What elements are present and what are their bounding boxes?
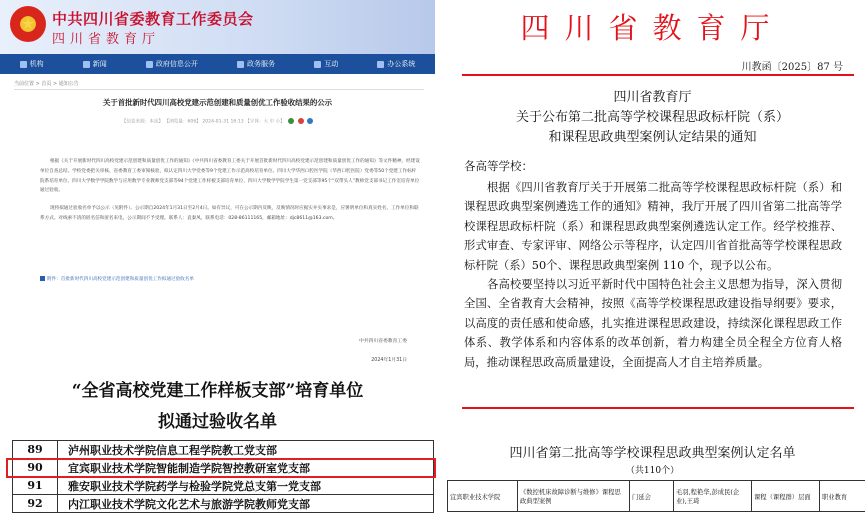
attachment-label: 附件：首批新时代四川高校党建示范创建和质量创优工作拟通过验收名单 xyxy=(47,277,195,282)
cell-members: 毛羽,程艳华,彭成民(企业),王琦 xyxy=(674,481,752,512)
document-paragraph: 根据《四川省教育厅关于开展第二批高等学校课程思政标杆院（系）和课程思政典型案例遴选工作的通知》精神，我厅开展了四川省第二批高等学校课程思政标杆院（系）和课程思政典型案例遴选认定工作。经学校推荐、形式审查、专家评审、网络公示等程序，认定四川省首批高等学校课程思政标杆院（系）50个、课程思政典型案例 110 个，现予以公布。 xyxy=(464,181,842,272)
row-number: 92 xyxy=(13,495,58,513)
cell-leader: 门延会 xyxy=(630,481,674,512)
issuer: 中共四川省委教育工委 xyxy=(359,339,407,344)
row-number: 90 xyxy=(13,459,58,477)
article-paragraph: 现将拟通过验收名单予以公示（见附件）。公示期自2024年1月31日至2月4日。如有异议，可在公示期内反映，反映情况时应据实并实事求是，应署明单位和真实姓名、工作单位和联系方式。对线索不清的匿名信和匿名来电，公示期间不予受理。联系人：袁秦凤，联系电话：028-86111165，邮箱地址：djc8611@163.com。 xyxy=(40,206,419,221)
site-name-sub[interactable]: 四川省教育厅 xyxy=(52,32,161,47)
building-icon xyxy=(20,61,27,68)
salutation: 各高等学校： xyxy=(464,159,533,173)
nav-label: 办公系统 xyxy=(387,60,416,68)
chat-icon xyxy=(314,61,321,68)
nav-label: 政府信息公开 xyxy=(155,60,198,68)
table-title: 四川省第二批高等学校课程思政典型案例认定名单 xyxy=(509,446,796,461)
document-number: 川教函〔2025〕87 号 xyxy=(741,62,843,73)
table-count: （共110个） xyxy=(625,466,680,476)
nav-item-services[interactable] xyxy=(237,59,275,69)
document-title-line: 四川省教育厅 xyxy=(613,90,692,105)
star-icon: ★ xyxy=(20,14,36,33)
document-title-line: 关于公布第二批高等学校课程思政标杆院（系） xyxy=(515,110,789,125)
breadcrumb[interactable]: 当前位置 > 首页 > 通知公告 xyxy=(14,81,79,87)
table-row xyxy=(448,481,865,512)
nav-item-interaction[interactable] xyxy=(314,59,338,69)
attachment-link[interactable] xyxy=(40,276,194,282)
table-row xyxy=(13,441,434,459)
red-divider xyxy=(462,74,854,76)
row-name: 宜宾职业技术学院智能制造学院智控教研室党支部 xyxy=(58,459,434,477)
wechat-share-icon[interactable] xyxy=(288,118,294,124)
cell-level: 课程（课程群）层面 xyxy=(752,481,820,512)
qq-share-icon[interactable] xyxy=(307,118,313,124)
article-paragraph: 根据《关于开展新时代四川高校党建示范创建和质量创优工作的通知》《中共四川省委教育工委关于开展首批新时代四川高校党建示范创建和质量创优工作的通知》等文件精神，经建设单位自查总结、学校党委把关审核、省委教育工委审阅核验，拟认定四川大学党委等9个党建工作示范高校培育单位、四川大学华西口腔医学院（华西口腔医院）党委等50个党建工作标杆院系培育单位、四川大学数学学院数学与应用数学专业教师党支部等94个党建工作样板支部培育单位、四川大学数学学院学生第一党支部等95个“双带头人”教师党支部书记工作室培育单位通过验收。 xyxy=(40,159,420,194)
office-icon xyxy=(377,61,384,68)
service-icon xyxy=(237,61,244,68)
document-body xyxy=(464,178,842,372)
document-title-line: 和课程思政典型案例认定结果的通知 xyxy=(548,130,757,145)
issue-date: 2024年1月31日 xyxy=(371,358,407,363)
red-divider xyxy=(462,407,854,409)
cell-case: 《数控机床故障诊断与维修》课程思政典型案例 xyxy=(518,481,630,512)
nav-label: 政务服务 xyxy=(247,60,276,68)
article-title: 关于首批新时代四川高校党建示范创建和质量创优工作验收结果的公示 xyxy=(102,98,333,107)
nav-item-info-disclosure[interactable] xyxy=(146,59,198,69)
article-meta xyxy=(0,118,435,125)
list-subtitle: 拟通过验收名单 xyxy=(158,412,277,432)
main-nav xyxy=(0,54,435,74)
nav-label: 机构 xyxy=(29,60,44,68)
list-title: “全省高校党建工作样板支部”培育单位 xyxy=(71,381,364,401)
nav-item-org[interactable] xyxy=(20,59,44,69)
nav-item-office[interactable] xyxy=(377,59,415,69)
news-icon xyxy=(83,61,90,68)
row-number: 91 xyxy=(13,477,58,495)
website-screenshot xyxy=(0,0,435,370)
attachment-icon xyxy=(40,276,45,281)
divider xyxy=(14,89,424,90)
article-body xyxy=(40,157,420,232)
document-paragraph: 各高校要坚持以习近平新时代中国特色社会主义思想为指导，深入贯彻全国、全省教育大会精神，按照《高等学校课程思政建设指导纲要》要求，以高度的责任感和使命感，扎实推进课程思政建设，持续深化课程思政工作体系、教学体系和内容体系的改革创新，着力构建全员全程全方位育人格局，推动课程思政高质量建设，全面提高人才自主培养质量。 xyxy=(464,278,842,369)
case-table xyxy=(447,480,865,512)
row-name: 雅安职业技术学院药学与检验学院党总支第一党支部 xyxy=(58,477,434,495)
nav-item-news[interactable] xyxy=(83,59,107,69)
article-meta-text: 【信息来源：本站】 【浏览量：606】 2024-01-31 16:13 【字体：大 中 小】 xyxy=(121,119,285,125)
nav-label: 互动 xyxy=(324,60,339,68)
official-document xyxy=(440,0,865,514)
cell-school: 宜宾职业技术学院 xyxy=(448,481,518,512)
row-number: 89 xyxy=(13,441,58,459)
nav-label: 新闻 xyxy=(92,60,107,68)
table-row xyxy=(13,477,434,495)
row-name: 内江职业技术学院文化艺术与旅游学院教师党支部 xyxy=(58,495,434,513)
table-row xyxy=(13,495,434,513)
site-header xyxy=(0,0,435,54)
row-name: 泸州职业技术学院信息工程学院教工党支部 xyxy=(58,441,434,459)
cell-category: 职业教育 xyxy=(820,481,865,512)
document-icon xyxy=(146,61,153,68)
document-header: 四川省教育厅 xyxy=(520,11,785,45)
weibo-share-icon[interactable] xyxy=(298,118,304,124)
highlight-box xyxy=(6,458,436,478)
site-name[interactable]: 中共四川省委教育工作委员会 xyxy=(52,10,254,28)
